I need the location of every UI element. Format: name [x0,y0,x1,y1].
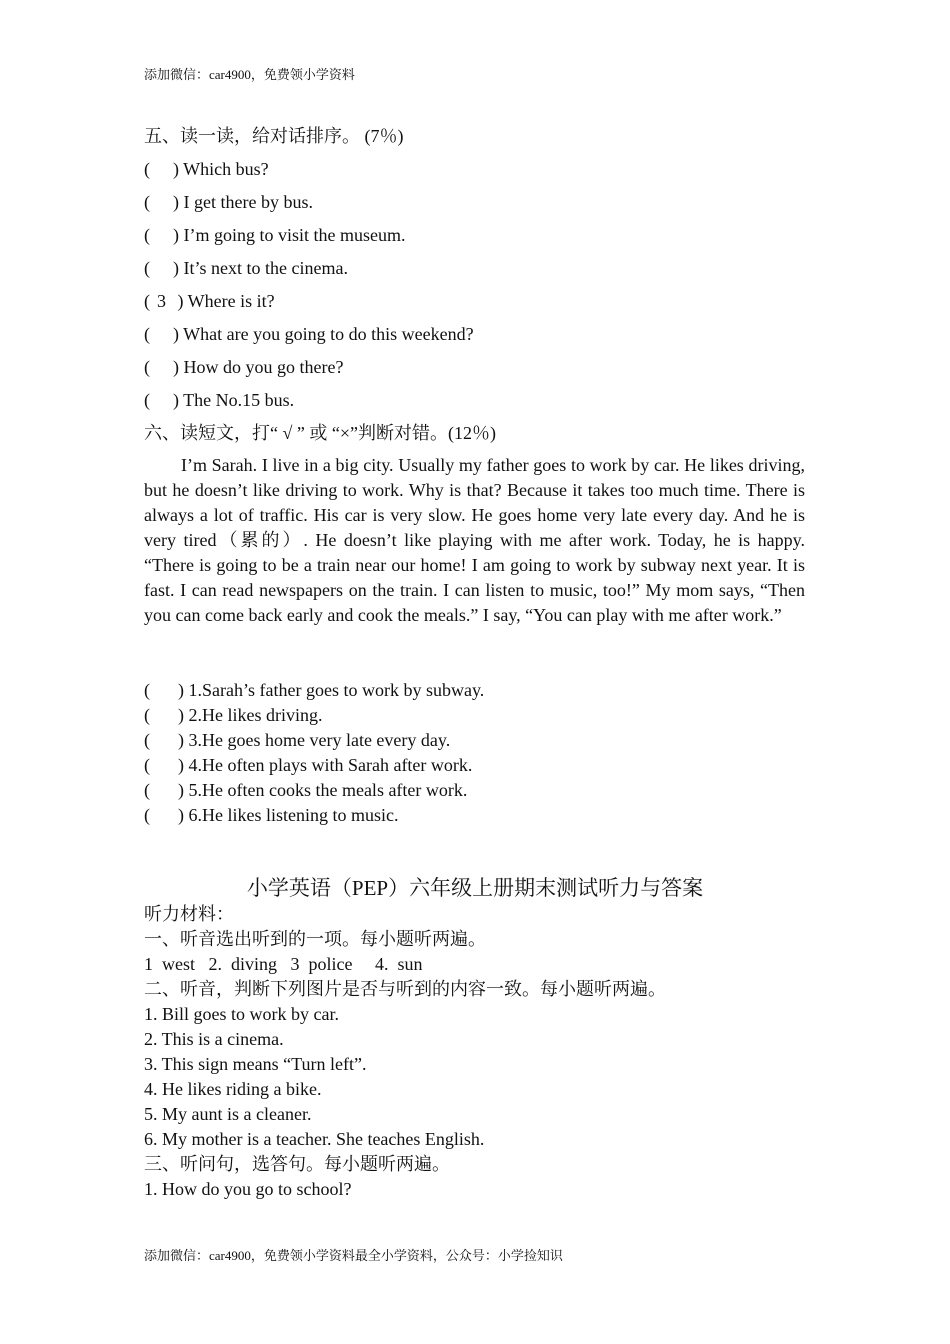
judge-item: ( ) 1.Sarah’s father goes to work by subway. [144,680,485,700]
part2-item: 3. This sign means “Turn left”. [144,1054,367,1074]
part2-item: 4. He likes riding a bike. [144,1079,322,1099]
section5-item: ( 3 ) Where is it? [144,291,275,311]
page-header: 添加微信：car4900，免费领小学资料 [144,67,355,82]
section5-title: 五、读一读，给对话排序。 (7％) [144,126,404,146]
answers-title: 小学英语（PEP）六年级上册期末测试听力与答案 [246,876,704,900]
judge-item: ( ) 5.He often cooks the meals after work. [144,780,468,800]
part2-title: 二、听音，判断下列图片是否与听到的内容一致。每小题听两遍。 [144,979,666,999]
part1-title: 一、听音选出听到的一项。每小题听两遍。 [144,929,486,949]
part3-title: 三、听问句，选答句。每小题听两遍。 [144,1154,450,1174]
section5-item: ( ) Which bus? [144,159,269,179]
page-footer: 添加微信：car4900，免费领小学资料最全小学资料，公众号：小学捡知识 [144,1248,563,1263]
section5-item: ( ) The No.15 bus. [144,390,295,410]
section5-item: ( ) How do you go there? [144,357,344,377]
section6-title: 六、读短文，打“ √ ” 或 “×”判断对错。(12％) [144,423,496,443]
section5-item: ( ) What are you going to do this weekend? [144,324,474,344]
judge-item: ( ) 2.He likes driving. [144,705,323,725]
judge-item: ( ) 3.He goes home very late every day. [144,730,451,750]
part3-item: 1. How do you go to school? [144,1179,352,1199]
section5-item: ( ) I’m going to visit the museum. [144,225,406,245]
part1-words: 1 west 2. diving 3 police 4. sun [144,954,423,974]
section5-item: ( ) I get there by bus. [144,192,313,212]
section5-item: ( ) It’s next to the cinema. [144,258,348,278]
judge-item: ( ) 6.He likes listening to music. [144,805,399,825]
part2-item: 2. This is a cinema. [144,1029,284,1049]
part2-item: 5. My aunt is a cleaner. [144,1104,312,1124]
reading-passage: I’m Sarah. I live in a big city. Usually my father goes to work by car. He likes driving, but he doesn’t like driving to work. Why is that? Because it takes too much time. There is always a lot of traffic. His car is very slow. He goes home very late every day. And he is very tired（累的）. He doesn’t like playing with me after work. Today, he is happy. “There is going to be a train near our home! I am going to work by subway next year. It is fast. I can read newspapers on the train. I can listen to music, too!” My mom says, “Then you can come back early and cook the meals.” I say, “You can play with me after work.” [144,455,805,625]
material-label: 听力材料： [144,904,234,924]
part2-item: 1. Bill goes to work by car. [144,1004,339,1024]
judge-item: ( ) 4.He often plays with Sarah after work. [144,755,473,775]
part2-item: 6. My mother is a teacher. She teaches English. [144,1129,485,1149]
